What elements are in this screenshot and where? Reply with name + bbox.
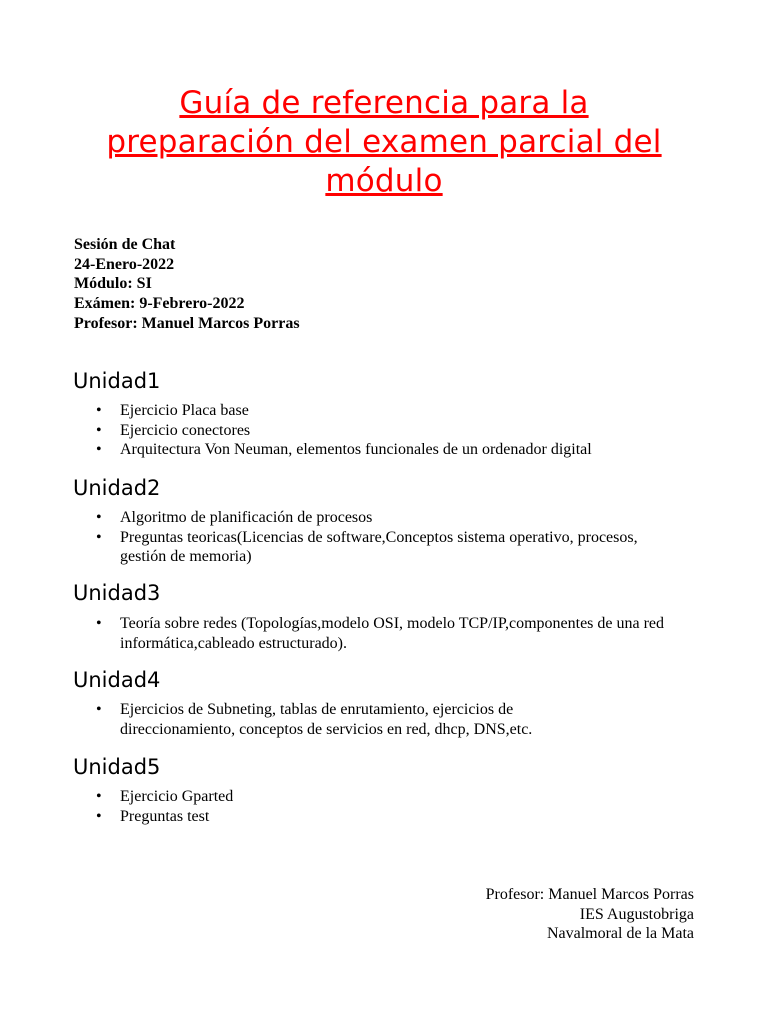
document-title <box>60 84 708 201</box>
title-line-1: Guía de referencia para la <box>179 85 589 121</box>
list-item: • Ejercicio Gparted <box>96 788 234 805</box>
unit-4-list <box>96 700 576 739</box>
teacher-name: Profesor: Manuel Marcos Porras <box>74 314 300 332</box>
session-type: Sesión de Chat <box>74 236 176 253</box>
bullet-icon: • <box>96 528 102 546</box>
session-info <box>74 235 300 334</box>
list-item: • Arquitectura Von Neuman, elementos funcionales de un ordenador digital <box>96 441 592 459</box>
title-line-3: módulo <box>325 163 443 199</box>
bullet-icon: • <box>96 421 102 439</box>
unit-5-heading: Unidad5 <box>73 755 161 779</box>
list-item: • Ejercicio conectores <box>96 421 251 439</box>
footer-town: Navalmoral de la Mata <box>546 925 694 943</box>
bullet-icon: • <box>96 441 102 459</box>
signature-block <box>486 885 694 944</box>
bullet-icon: • <box>96 509 102 526</box>
list-item: • Ejercicio Placa base <box>96 402 249 419</box>
unit-5-list <box>96 787 696 826</box>
unit-3-heading: Unidad3 <box>73 581 161 605</box>
title-line-2: preparación del examen parcial del <box>106 124 662 160</box>
list-item: • Preguntas test <box>96 807 210 825</box>
unit-2-list <box>96 508 656 567</box>
module-name: Módulo: SI <box>74 275 152 293</box>
bullet-icon: • <box>96 807 102 825</box>
unit-3-list <box>96 614 688 653</box>
exam-date: Exámen: 9-Febrero-2022 <box>74 295 245 313</box>
bullet-icon: • <box>96 402 102 419</box>
unit-4-heading: Unidad4 <box>73 668 161 692</box>
list-item: • Preguntas teoricas(Licencias de software,Conceptos sistema operativo, procesos, gestión de memoria) <box>96 528 638 566</box>
footer-school: IES Augustobriga <box>579 905 694 923</box>
bullet-icon: • <box>96 615 102 632</box>
list-item: • Algoritmo de planificación de procesos <box>96 509 373 526</box>
unit-1-list <box>96 401 696 460</box>
bullet-icon: • <box>96 788 102 805</box>
session-date: 24-Enero-2022 <box>74 255 175 273</box>
unit-2-heading: Unidad2 <box>73 476 161 500</box>
list-item: • Teoría sobre redes (Topologías,modelo OSI, modelo TCP/IP,componentes de una red informática,cableado estructurado). <box>96 615 665 652</box>
list-item: • Ejercicios de Subneting, tablas de enrutamiento, ejercicios de direccionamiento, conceptos de servicios en red, dhcp, DNS,etc. <box>96 701 533 738</box>
bullet-icon: • <box>96 701 102 718</box>
unit-1-heading: Unidad1 <box>73 369 161 393</box>
footer-teacher: Profesor: Manuel Marcos Porras <box>485 886 694 903</box>
